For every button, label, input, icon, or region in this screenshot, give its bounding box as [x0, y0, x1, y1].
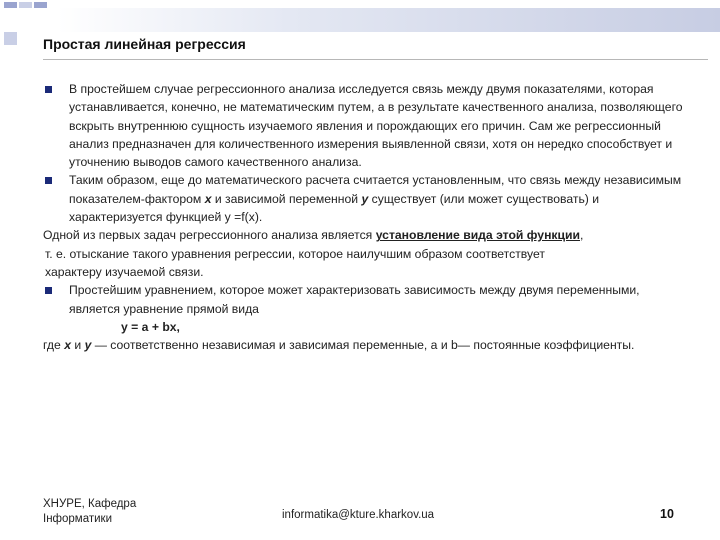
- page-number: 10: [660, 507, 674, 521]
- title-bar: [0, 8, 720, 32]
- bullet-paragraph-2: [43, 171, 693, 226]
- paragraph-text: где: [43, 338, 65, 353]
- paragraph-text: Одной из первых задач регрессионного анализа является: [43, 228, 376, 243]
- bullet-square-icon: [45, 86, 52, 93]
- bullet-paragraph-3: [43, 281, 693, 318]
- variable-y: y: [84, 338, 92, 353]
- paragraph-3: [43, 226, 693, 244]
- paragraph-text: и: [70, 338, 85, 353]
- paragraph-text: характеру изучаемой связи.: [45, 264, 204, 279]
- paragraph-7: [43, 336, 693, 354]
- paragraph-text: — соответственно независимая и зависимая переменные, а и b— постоянные коэффициенты.: [91, 338, 635, 353]
- slide-title: Простая линейная регрессия: [43, 36, 246, 52]
- variable-x: x: [64, 338, 71, 353]
- paragraph-text: Простейшим уравнением, которое может характеризовать зависимость между двумя переменными, является уравнение прямой вида: [69, 283, 640, 316]
- formula: y = a + bx,: [121, 319, 180, 334]
- title-divider: [43, 59, 708, 60]
- paragraph-text: Таким образом, еще до математического расчета считается установленным, что связь между независимым показателем-фактором: [69, 173, 682, 206]
- footer-email: informatika@kture.kharkov.ua: [282, 509, 435, 521]
- emphasis-text: установление вида этой функции: [375, 228, 581, 243]
- decor-square: [4, 32, 17, 45]
- paragraph-4: [43, 245, 693, 263]
- paragraph-text: т. е. отыскание такого уравнения регрессии, которое наилучшим образом соответствует: [45, 246, 545, 261]
- footer-org-line: Інформатики: [43, 513, 112, 525]
- paragraph-5: [43, 263, 693, 281]
- footer-organization: [43, 497, 136, 527]
- paragraph-text: существует (или может существовать) и характеризуется функцией y =f(x).: [69, 191, 600, 225]
- variable-y: y: [361, 191, 369, 206]
- bullet-square-icon: [45, 287, 52, 294]
- bullet-paragraph-1: [43, 80, 693, 171]
- variable-x: x: [204, 191, 212, 206]
- paragraph-text: В простейшем случае регрессионного анализа исследуется связь между двумя показателями, которая устанавливается, конечно, не математическим путем, а в результате качественного анализа, позволяющего вскрыть внутреннюю сущность изучаемого явления и порождающих его причин. Сам же регрессионный анализ предназначен для количественного измерения выявленной связи, хотя он нередко способствует и уточнению выводов самого качественного анализа.: [69, 82, 683, 170]
- paragraph-text: ,: [580, 228, 584, 243]
- footer-org-line: ХНУРЕ, Кафедра: [43, 498, 137, 510]
- paragraph-text: и зависимой переменной: [211, 191, 362, 206]
- bullet-square-icon: [45, 177, 52, 184]
- slide-content: [43, 80, 693, 354]
